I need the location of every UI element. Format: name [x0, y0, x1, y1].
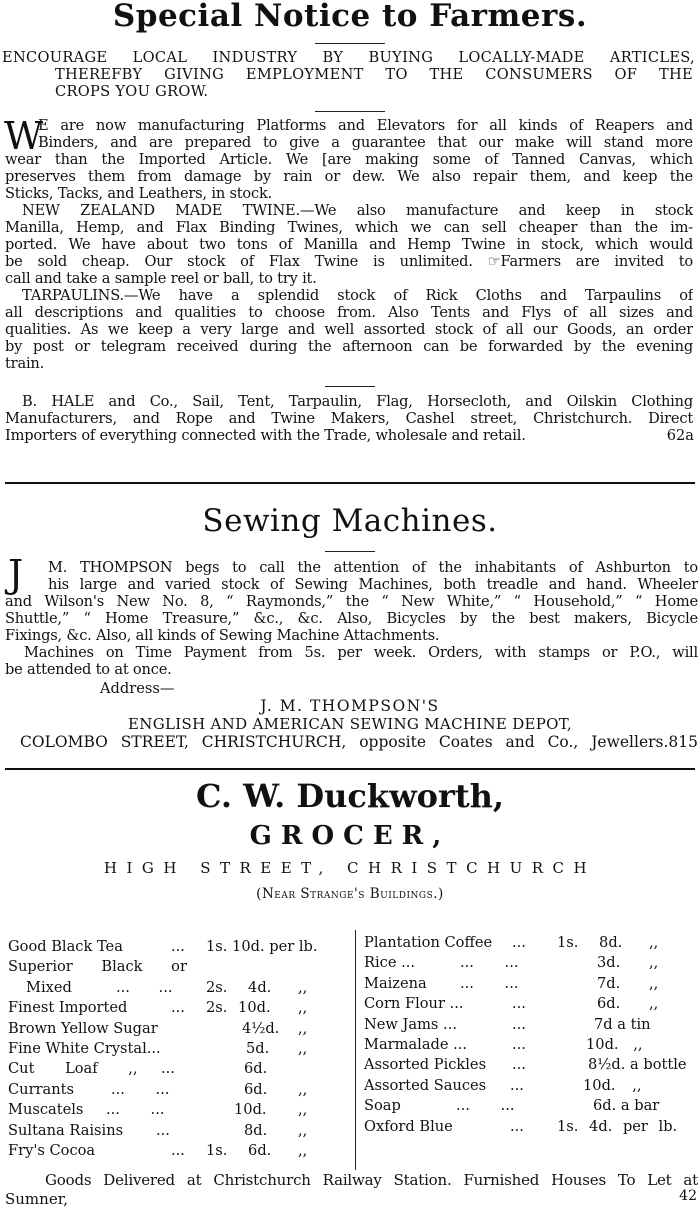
ad1-body-line: qualities. As we keep a very large and well assorted stock of all our Goods, an order	[5, 321, 693, 338]
item-ditto: ,,	[649, 995, 659, 1013]
list-item	[364, 994, 698, 1014]
item-name: Muscatels	[8, 1101, 84, 1119]
list-item	[364, 1076, 698, 1096]
item-ditto: ,,	[298, 978, 308, 996]
item-price: 6d.	[597, 995, 621, 1013]
item-dots: ... ...	[460, 974, 519, 992]
ad1-body-line: TARPAULINS.—We have a splendid stock of Rick Cloths and Tarpaulins of	[22, 287, 693, 304]
item-dots: ...	[512, 1056, 526, 1074]
item-name: Sultana Raisins	[8, 1121, 124, 1139]
item-dots: ...	[171, 938, 185, 955]
item-name: Corn Flour ...	[364, 995, 464, 1013]
item-dots: ...	[510, 1117, 524, 1135]
item-dots: ...	[161, 1060, 175, 1078]
item-name: Plantation Coffee	[364, 934, 493, 951]
item-dots: ...	[512, 995, 526, 1013]
ad2-dropcap: J	[8, 552, 24, 596]
ad1-subhead-line: THEREFBY GIVING EMPLOYMENT TO THE CONSUMERS OF THE	[55, 66, 693, 83]
price-list-right	[364, 933, 698, 1137]
title-rule	[315, 43, 385, 44]
item-name: Superior Black or	[8, 958, 187, 976]
item-dots: ...	[512, 934, 526, 951]
ad1-body-line: Sticks, Tacks, and Leathers, in stock.	[5, 185, 273, 202]
list-item	[364, 1035, 698, 1055]
item-dots: ...	[171, 999, 185, 1017]
item-name: Soap	[364, 1097, 401, 1115]
item-price: 3d.	[597, 954, 621, 972]
ad2-body-line: his large and varied stock of Sewing Machines, both treadle and hand. Wheeler	[48, 576, 698, 593]
item-name: Brown Yellow Sugar	[8, 1019, 158, 1037]
item-ditto: ,,	[298, 1121, 308, 1139]
item-ditto: ,,	[298, 1101, 308, 1119]
item-name: Cut Loaf ,,	[8, 1060, 138, 1078]
section-divider	[5, 482, 695, 484]
item-price: 8d.	[244, 1121, 268, 1139]
ad1-subhead-line: CROPS YOU GROW.	[55, 83, 209, 100]
item-name: Good Black Tea	[8, 938, 123, 955]
item-dots: ...	[512, 1035, 526, 1053]
item-name: Currants	[8, 1080, 74, 1098]
list-item	[8, 1080, 353, 1100]
ad1-signature-line: Importers of everything connected with the Trade, wholesale and retail.	[5, 427, 526, 444]
ad1-title: Special Notice to Farmers.	[112, 0, 588, 34]
ad3-name: C. W. Duckworth,	[195, 777, 505, 815]
list-item	[364, 953, 698, 973]
list-item	[364, 933, 698, 953]
item-name: Finest Imported	[8, 999, 128, 1017]
ad1-body-line: Binders, and are prepared to give a guarantee that our make will stand more	[38, 134, 693, 151]
ad1-code: 62a	[666, 427, 694, 444]
item-dots: ... ...	[106, 1101, 165, 1119]
list-item	[364, 1055, 698, 1075]
item-price: 4½d.	[242, 1019, 280, 1037]
item-ditto: ,,	[649, 954, 659, 972]
ad3-footer-line: Goods Delivered at Christchurch Railway Station. Furnished Houses To Let at	[45, 1171, 698, 1189]
item-name: Marmalade ...	[364, 1035, 468, 1053]
ad2-body-line: and Wilson's New No. 8, “ Raymonds,” the “ New White,” “ Household,” “ Home	[5, 593, 698, 610]
ad2-street: COLOMBO STREET, CHRISTCHURCH, opposite Coates and Co., Jewellers.815	[20, 733, 698, 751]
item-price: 6d.	[244, 1080, 268, 1098]
ad1-body-line: call and take a sample reel or ball, to try it.	[5, 270, 317, 287]
ad1-body-line: preserves them from damage by rain or dew. We also repair them, and keep the	[5, 168, 693, 185]
ad2-title: Sewing Machines.	[202, 503, 498, 539]
item-price: 1s. 6d.	[206, 1141, 272, 1159]
item-name: Oxford Blue	[364, 1117, 453, 1135]
item-ditto: ,,	[298, 1080, 308, 1098]
item-name: Maizena	[364, 974, 427, 992]
item-price: 5d.	[246, 1039, 270, 1057]
item-dots: ... ...	[456, 1097, 515, 1115]
item-dots: ...	[512, 1015, 526, 1033]
divider	[315, 111, 385, 112]
item-price: 10d. ,,	[586, 1035, 643, 1053]
list-item	[8, 1039, 353, 1059]
item-price: 1s. 8d.	[557, 934, 623, 951]
ad1-body-line: ported. We have about two tons of Manilla and Hemp Twine in stock, which would	[5, 236, 693, 253]
price-list-left	[8, 937, 353, 1161]
item-price: 10d. ,,	[583, 1076, 642, 1094]
ad1-body-line: by post or telegram received during the afternoon can be forwarded by the evening	[5, 338, 693, 355]
item-name: Fry's Cocoa	[8, 1141, 96, 1159]
item-name: New Jams ...	[364, 1015, 457, 1033]
ad3-trade: GROCER,	[249, 821, 451, 851]
ad3-footer-line: Sumner,	[5, 1190, 68, 1208]
ad2-body-line: be attended to at once.	[5, 661, 172, 678]
item-ditto: ,,	[649, 934, 659, 951]
list-item	[364, 1096, 698, 1116]
list-item	[8, 978, 353, 998]
ad1-dropcap: W	[4, 114, 44, 158]
ad1-subhead-line: ENCOURAGE LOCAL INDUSTRY BY BUYING LOCALLY-MADE ARTICLES,	[2, 49, 695, 66]
item-dots: ... ...	[460, 954, 519, 972]
item-name: Assorted Sauces	[364, 1076, 487, 1094]
item-ditto: ,,	[649, 974, 659, 992]
item-price: 1s. 4d. per lb.	[557, 1117, 678, 1135]
item-ditto: ,,	[298, 999, 308, 1017]
item-price: 1s. 10d. per lb.	[206, 938, 318, 955]
item-ditto: ,,	[298, 1141, 308, 1159]
ad1-body-line: wear than the Imported Article. We [are making some of Tanned Canvas, which	[5, 151, 693, 168]
ad2-body-line: Machines on Time Payment from 5s. per week. Orders, with stamps or P.O., will	[24, 644, 698, 661]
item-price: 10d.	[234, 1101, 267, 1119]
divider	[325, 386, 375, 387]
item-price: 2s. 4d.	[206, 978, 272, 996]
list-item	[8, 1141, 353, 1161]
item-price: 6d. a bar	[593, 1097, 660, 1115]
list-item	[8, 937, 353, 957]
item-name: Assorted Pickles	[364, 1056, 487, 1074]
ad2-firm: J. M. THOMPSON'S	[260, 697, 440, 715]
item-price: 7d a tin	[594, 1015, 651, 1033]
item-ditto: ,,	[298, 1039, 308, 1057]
item-price: 7d.	[597, 974, 621, 992]
item-price: 8½d. a bottle	[588, 1056, 687, 1074]
list-item	[364, 1117, 698, 1137]
ad3-landmark: (Near Strange's Buildings.)	[256, 886, 444, 902]
list-item	[364, 974, 698, 994]
item-dots: ...	[510, 1076, 524, 1094]
ad2-address-label: Address—	[100, 680, 175, 697]
ad1-body-line: E are now manufacturing Platforms and Elevators for all kinds of Reapers and	[38, 117, 693, 134]
item-dots: ...	[156, 1121, 170, 1139]
ad1-body-line: all descriptions and qualities to choose from. Also Tents and Flys of all sizes and	[5, 304, 693, 321]
item-name: Rice ...	[364, 954, 416, 972]
ad1-body-line: NEW ZEALAND MADE TWINE.—We also manufacture and keep in stock	[22, 202, 693, 219]
item-name: Mixed	[26, 978, 72, 996]
ad2-depot: ENGLISH AND AMERICAN SEWING MACHINE DEPOT,	[128, 715, 572, 733]
ad2-body-line: M. THOMPSON begs to call the attention of the inhabitants of Ashburton to	[48, 559, 698, 576]
ad3-street: HIGH STREET, CHRISTCHURCH	[103, 859, 597, 877]
list-item	[8, 957, 353, 977]
section-divider	[5, 768, 695, 770]
ad3-code: 42	[679, 1188, 697, 1204]
item-price: 2s. 10d.	[206, 999, 271, 1017]
ad2-body-line: Shuttle,” “ Home Treasure,” &c., &c. Also, Bicycles by the best makers, Bicycle	[5, 610, 698, 627]
item-dots: ... ...	[111, 1080, 170, 1098]
list-item	[8, 1019, 353, 1039]
list-item	[8, 998, 353, 1018]
list-item	[8, 1121, 353, 1141]
item-dots: ...	[171, 1141, 185, 1159]
list-item	[364, 1015, 698, 1035]
title-rule	[325, 551, 375, 552]
ad1-body-line: train.	[5, 355, 45, 372]
ad2-body-line: Fixings, &c. Also, all kinds of Sewing Machine Attachments.	[5, 627, 440, 644]
ad1-signature-line: B. HALE and Co., Sail, Tent, Tarpaulin, Flag, Horsecloth, and Oilskin Clothing	[22, 393, 693, 410]
item-ditto: ,,	[298, 1019, 308, 1037]
item-price: 6d.	[244, 1060, 268, 1078]
ad1-body-line: Manilla, Hemp, and Flax Binding Twines, which we can sell cheaper than the im-	[5, 219, 693, 236]
ad1-signature-line: Manufacturers, and Rope and Twine Makers, Cashel street, Christchurch. Direct	[5, 410, 693, 427]
list-item	[8, 1100, 353, 1120]
list-item	[8, 1059, 353, 1079]
column-divider	[355, 930, 356, 1170]
item-name: Fine White Crystal...	[8, 1039, 161, 1057]
item-dots: ... ...	[116, 978, 173, 996]
ad1-body-line: be sold cheap. Our stock of Flax Twine is unlimited. ☞Farmers are invited to	[5, 253, 693, 270]
